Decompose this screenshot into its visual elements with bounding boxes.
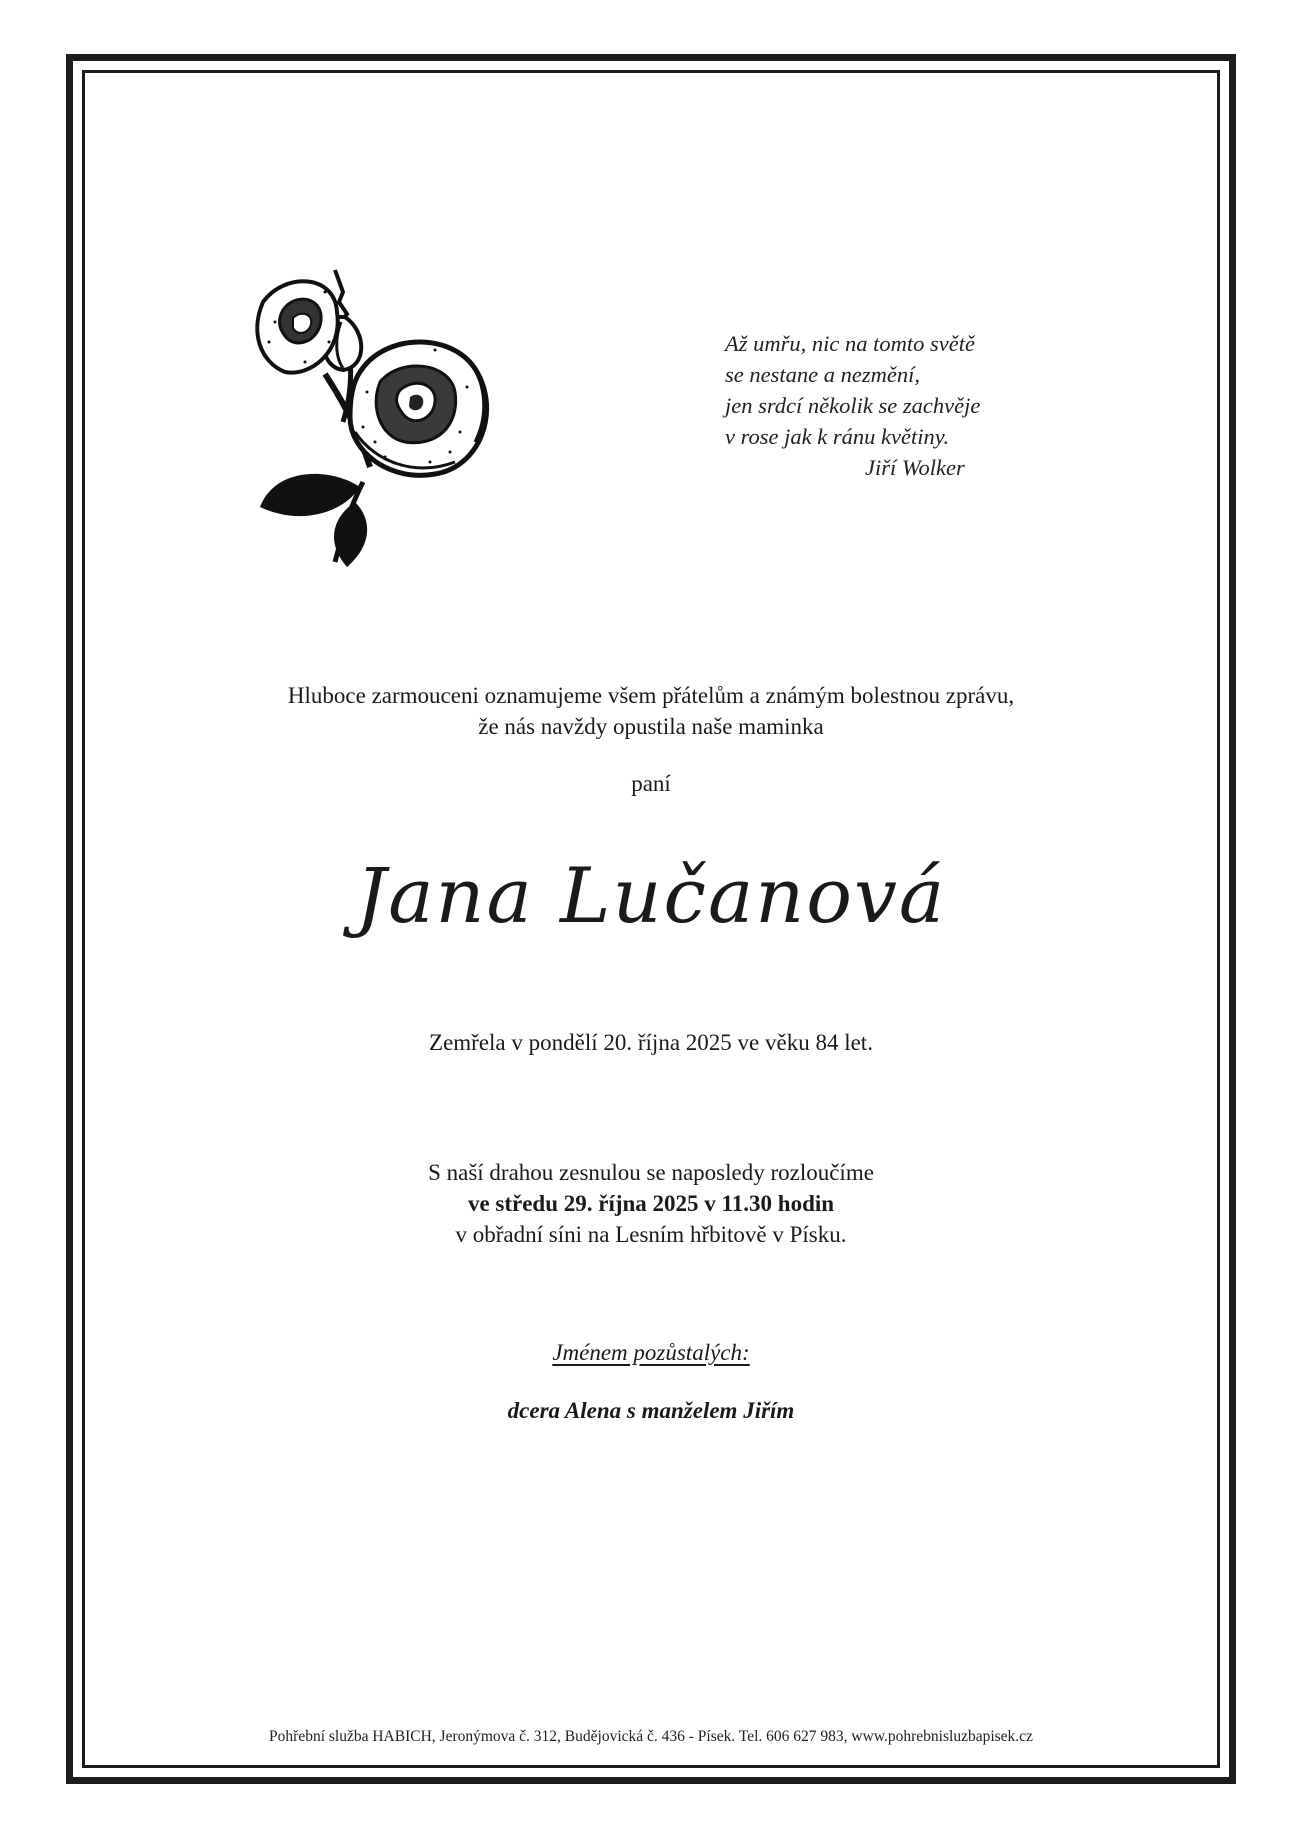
deceased-name: Jana Lučanová — [355, 851, 947, 940]
family-names: dcera Alena s manželem Jiřím — [507, 1398, 795, 1423]
poem-quote — [725, 328, 1105, 483]
family-heading — [82, 1340, 1220, 1366]
poem-line-1: Až umřu, nic na tomto světě — [725, 331, 975, 356]
footer-funeral-service: Pohřební služba HABICH, Jeronýmova č. 312, Budějovická č. 436 - Písek. Tel. 606 627 983, www.pohrebnisluzbapisek.cz — [269, 1728, 1033, 1745]
farewell-line-1: S naší drahou zesnulou se naposledy rozloučíme — [428, 1160, 874, 1185]
family-heading-text: Jménem pozůstalých: — [552, 1340, 750, 1365]
title-word: paní — [631, 771, 671, 796]
announcement — [82, 680, 1220, 742]
farewell-location: v obřadní síni na Lesním hřbitově v Písku. — [455, 1222, 847, 1247]
death-info: Zemřela v pondělí 20. října 2025 ve věku 84 let. — [429, 1030, 873, 1055]
rose-icon — [255, 262, 500, 567]
farewell-info — [82, 1157, 1220, 1250]
poem-author: Jiří Wolker — [865, 455, 965, 480]
poem-line-3: jen srdcí několik se zachvěje — [725, 393, 981, 418]
poem-line-2: se nestane a nezmění, — [725, 362, 920, 387]
farewell-date-time: ve středu 29. října 2025 v 11.30 hodin — [467, 1191, 835, 1216]
announcement-line-1: Hluboce zarmouceni oznamujeme všem přátelům a známým bolestnou zprávu, — [287, 683, 1015, 708]
poem-line-4: v rose jak k ránu květiny. — [725, 424, 950, 449]
announcement-line-2: že nás navždy opustila naše maminka — [478, 714, 824, 739]
